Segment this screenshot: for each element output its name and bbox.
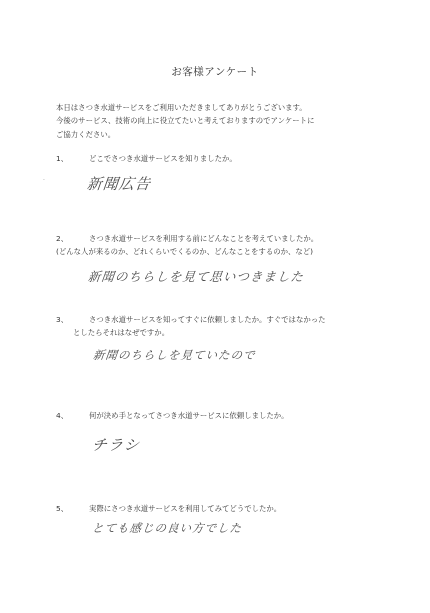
handwritten-answer-5: とても感じの良い方でした bbox=[91, 521, 243, 535]
question-text: (どんな人が来るのか、どれくらいでくるのか、どんなことをするのか、など) bbox=[56, 247, 314, 256]
intro-line: 本日はさつき水道サービスをご利用いただきましてありがとうございます。 bbox=[56, 103, 307, 112]
stray-mark: · bbox=[43, 177, 45, 184]
handwritten-answer-4: チラシ bbox=[91, 436, 141, 454]
handwritten-answer-2: 新聞のちらしを見て思いつきました bbox=[87, 269, 305, 284]
handwritten-answer-1: 新聞広告 bbox=[86, 175, 152, 193]
intro-paragraph bbox=[56, 101, 386, 141]
question-text: さつき水道サービスを知ってすぐに依頼しましたか。すぐではなかった bbox=[89, 315, 326, 324]
question-number: 2、 bbox=[56, 234, 69, 243]
question-number: 1、 bbox=[56, 154, 69, 163]
page-title: お客様アンケート bbox=[171, 66, 259, 78]
question-text: 何が決め手となってさつき水道サービスに依頼しましたか。 bbox=[89, 411, 289, 420]
question-number: 5、 bbox=[56, 504, 69, 513]
question-text: さつき水道サービスを利用する前にどんなことを考えていましたか。 bbox=[89, 234, 319, 243]
question-number: 4、 bbox=[56, 411, 69, 420]
handwritten-answer-3: 新聞のちらしを見ていたので bbox=[92, 348, 257, 362]
question-text: としたらそれはなぜですか。 bbox=[73, 328, 170, 337]
intro-line: ご協力ください。 bbox=[56, 129, 116, 139]
question-number: 3、 bbox=[56, 315, 69, 324]
question-text: どこでさつき水道サービスを知りましたか。 bbox=[89, 154, 237, 163]
intro-line: 今後のサービス、技術の向上に役立てたいと考えておりますのでアンケートに bbox=[56, 116, 315, 126]
question-text: 実際にさつき水道サービスを利用してみてどうでしたか。 bbox=[89, 504, 282, 513]
